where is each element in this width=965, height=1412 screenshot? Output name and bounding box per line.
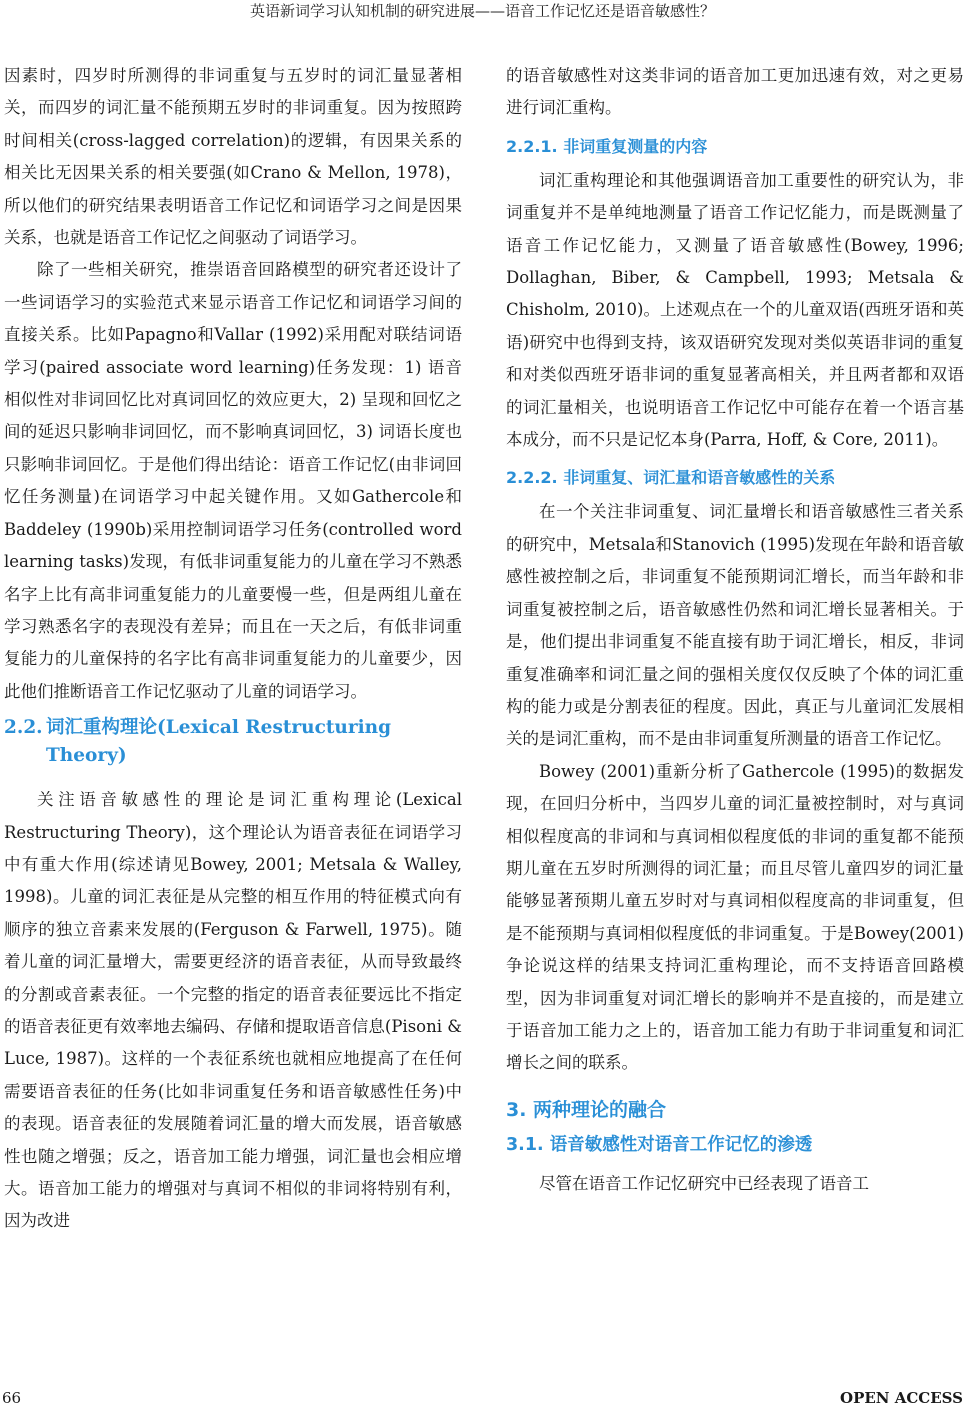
open-access-label: OPEN ACCESS xyxy=(840,1389,963,1407)
subsection-heading-2-2-1: 2.2.1. 非词重复测量的内容 xyxy=(506,136,708,156)
paragraph: 关注语音敏感性的理论是词汇重构理论(Lexical Restructuring Theory)，这个理论认为语音表征在词语学习中有重大作用(综述请见Bowey, 2001; Metsala & Walley, 1998)。儿童的词汇表征是从完整的相互作用的特征模式向有顺序的独立音素来发展的(Ferguson & Farwell, 1975)。随着儿童的词汇量增大，需要更经济的语音表征，从而导致最终的分割或音素表征。一个完整的指定的语音表征要远比不指定的语音表征更有效率地去编码、存储和提取语音信息(Pisoni & Luce, 1987)。这样的一个表征系统也就相应地提高了在任何需要语音表征的任务(比如非词重复任务和语音敏感性任务)中的表现。语音表征的发展随着词汇量的增大而发展，语音敏感性也随之增强；反之，语音加工能力增强，词汇量也会相应增大。语音加工能力的增强对与真词不相似的非词将特别有利，因为改进 xyxy=(4,790,462,1231)
paragraph: Bowey (2001)重新分析了Gathercole (1995)的数据发现，在回归分析中，当四岁儿童的词汇量被控制时，对与真词相似程度高的非词和与真词相似程度低的非词的重复都不能预期儿童在五岁时所测得的词汇量；而且尽管儿童四岁的词汇量能够显著预期儿童五岁时对与真词相似程度高的非词重复，但是不能预期与真词相似程度低的非词重复。于是Bowey(2001)争论说这样的结果支持词汇重构理论，而不支持语音回路模型，因为非词重复对词汇增长的影响并不是直接的，而是建立于语音加工能力之上的，语音加工能力有助于非词重复和词汇增长之间的联系。 xyxy=(506,761,964,1073)
subsection-heading-2-2-2: 2.2.2. 非词重复、词汇量和语音敏感性的关系 xyxy=(506,468,836,488)
running-title: 英语新词学习认知机制的研究进展——语音工作记忆还是语音敏感性？ xyxy=(249,2,715,20)
right-column xyxy=(506,60,964,1200)
paragraph: 在一个关注非词重复、词汇量增长和语音敏感性三者关系的研究中，Metsala和Stanovich (1995)发现在年龄和语音敏感性被控制之后，非词重复不能预期词汇增长，而当年龄和非词重复被控制之后，语音敏感性仍然和词汇增长显著相关。于是，他们提出非词重复不能直接有助于词汇增长，相反，非词重复准确率和词汇量之间的强相关度仅仅反映了个体的词汇重构的能力或是分割表征的程度。因此，真正与儿童词汇发展相关的是词汇重构，而不是由非词重复所测量的语音工作记忆。 xyxy=(506,502,964,749)
paragraph: 因素时，四岁时所测得的非词重复与五岁时的词汇量显著相关，而四岁的词汇量不能预期五岁时的非词重复。因为按照跨时间相关(cross-lagged correlation)的逻辑，有因果关系的相关比无因果关系的相关要强(如Crano & Mellon, 1978)，所以他们的研究结果表明语音工作记忆和词语学习之间是因果关系，也就是语音工作记忆之间驱动了词语学习。 xyxy=(4,66,462,248)
section-title: 词汇重构理论(Lexical Restructuring Theory) xyxy=(46,717,392,767)
paragraph: 尽管在语音工作记忆研究中已经表现了语音工 xyxy=(539,1173,869,1193)
section-number: 2.2. xyxy=(4,717,43,739)
paragraph: 的语音敏感性对这类非词的语音加工更加迅速有效，对之更易进行词汇重构。 xyxy=(506,66,964,118)
paragraph: 词汇重构理论和其他强调语音加工重要性的研究认为，非词重复并不是单纯地测量了语音工作记忆能力，而是既测量了语音工作记忆能力，又测量了语音敏感性(Bowey, 1996; Dollaghan, Biber, & Campbell, 1993; Metsala & Chisholm, 2010)。上述观点在一个的儿童双语(西班牙语和英语)研究中也得到支持，该双语研究发现对类似英语非词的重复和对类似西班牙语非词的重复显著高相关，并且两者都和双语的词汇量相关，也说明语音工作记忆中可能存在着一个语言基本成分，而不只是记忆本身(Parra, Hoff, & Core, 2011)。 xyxy=(506,170,964,450)
section-heading-3: 3. 两种理论的融合 xyxy=(506,1098,667,1121)
paragraph: 除了一些相关研究，推崇语音回路模型的研究者还设计了一些词语学习的实验范式来显示语音工作记忆和词语学习间的直接关系。比如Papagno和Vallar (1992)采用配对联结词语学习(paired associate word learning)任务发现：1) 语音相似性对非词回忆比对真词回忆的效应更大，2) 呈现和回忆之间的延迟只影响非词回忆，而不影响真词回忆，3) 词语长度也只影响非词回忆。于是他们得出结论：语音工作记忆(由非词回忆任务测量)在词语学习中起关键作用。又如Gathercole和Baddeley (1990b)采用控制词语学习任务(controlled word learning tasks)发现，有低非词重复能力的儿童在学习不熟悉名字上比有高非词重复能力的儿童要慢一些，但是两组儿童在学习熟悉名字的表现没有差异；而且在一天之后，有低非词重复能力的儿童保持的名字比有高非词重复能力的儿童要少，因此他们推断语音工作记忆驱动了儿童的词语学习。 xyxy=(4,260,462,701)
subsection-heading-3-1: 3.1. 语音敏感性对语音工作记忆的渗透 xyxy=(506,1134,813,1155)
left-column xyxy=(4,60,462,1238)
section-heading-2-2 xyxy=(4,714,462,770)
page-number: 66 xyxy=(2,1389,22,1407)
